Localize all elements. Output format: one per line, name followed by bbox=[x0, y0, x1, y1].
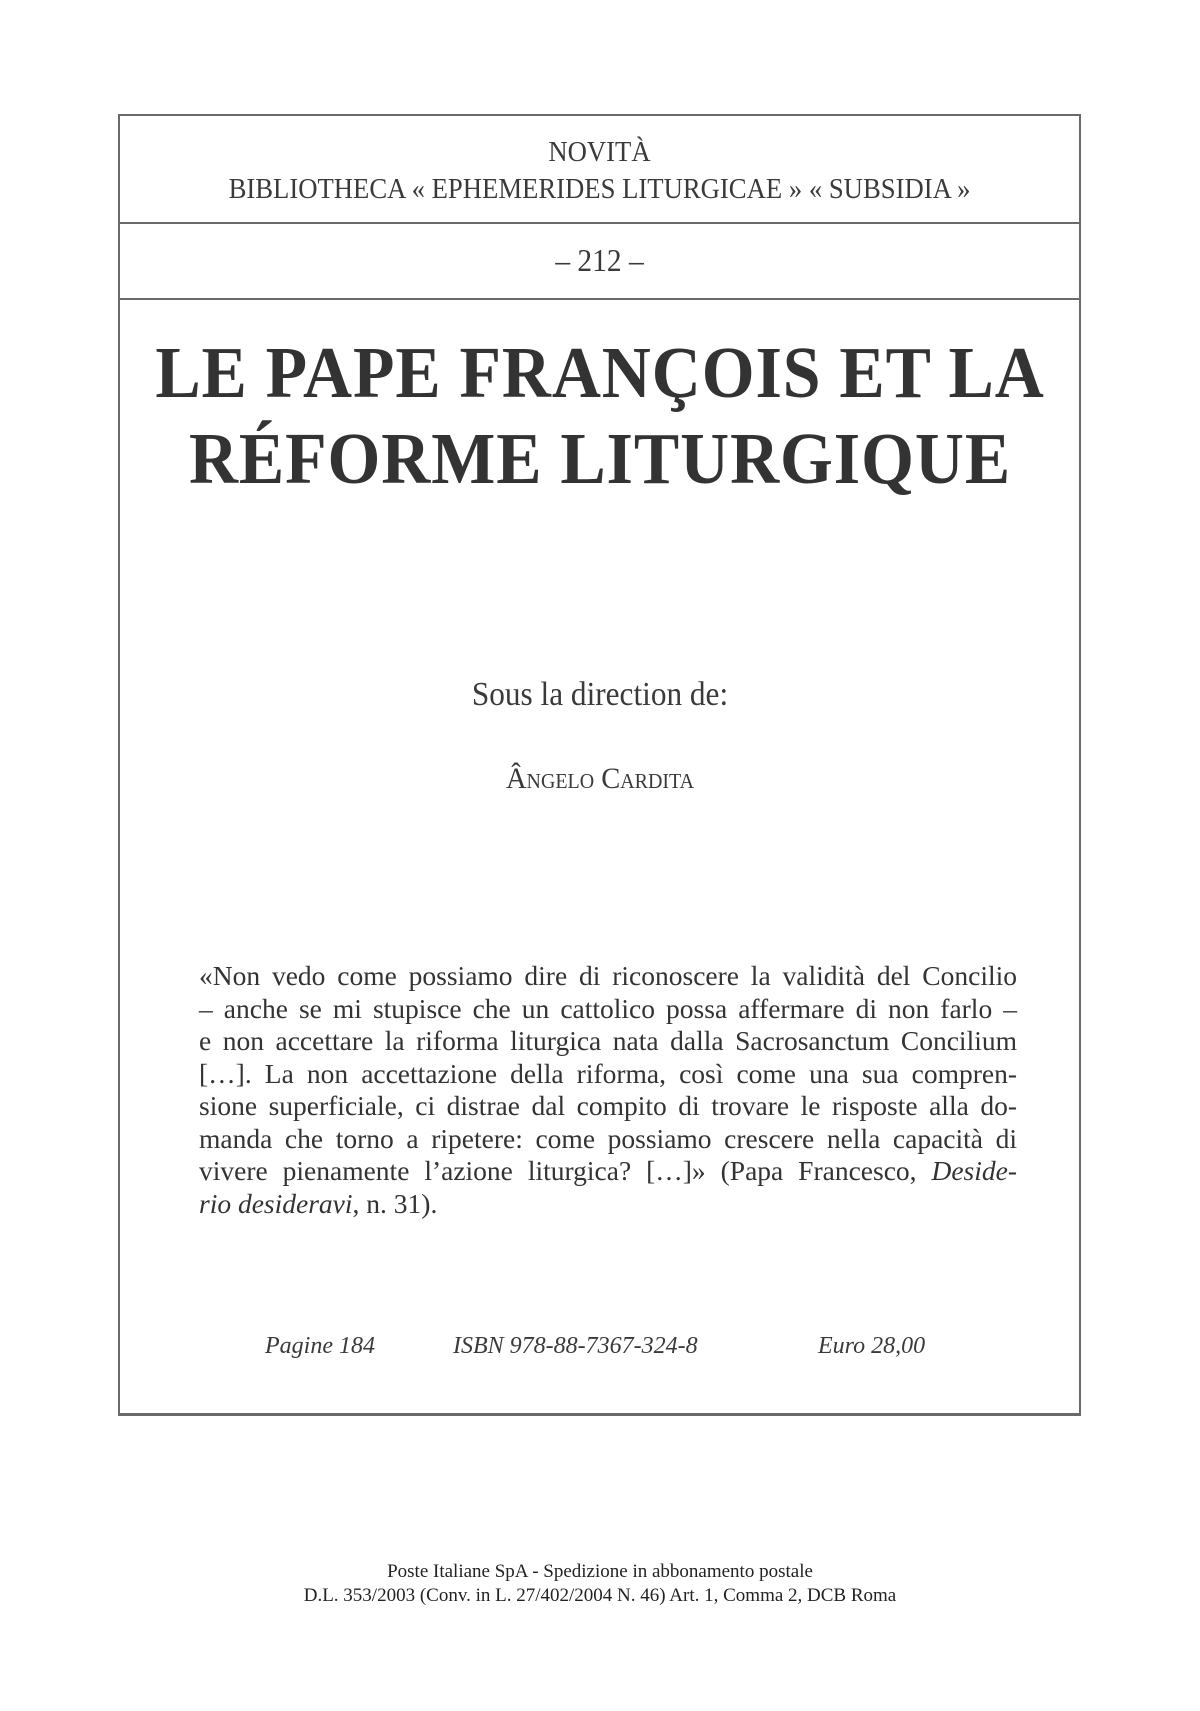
quote-paragraph bbox=[199, 960, 1017, 1220]
series-name: BIBLIOTHECA « EPHEMERIDES LITURGICAE » « SUBSIDIA » bbox=[228, 173, 971, 205]
quote-line-text: vivere pienamente l’azione liturgica? […]» (Papa Francesco, bbox=[199, 1155, 932, 1186]
series-header bbox=[120, 116, 1079, 224]
isbn: ISBN 978-88-7367-324-8 bbox=[453, 1333, 698, 1359]
quote-line: sione superficiale, ci distrae dal compito di trovare le risposte alla do- bbox=[199, 1090, 1017, 1121]
postal-notice-line2: D.L. 353/2003 (Conv. in L. 27/402/2004 N. 46) Art. 1, Comma 2, DCB Roma bbox=[303, 1585, 897, 1606]
quote-source-title: rio desideravi bbox=[199, 1187, 353, 1219]
book-title bbox=[42, 330, 1158, 502]
novita-label: NOVITÀ bbox=[548, 136, 651, 168]
price: Euro 28,00 bbox=[818, 1333, 926, 1359]
quote-line bbox=[199, 1155, 1017, 1188]
book-title-line2: RÉFORME LITURGIQUE bbox=[188, 418, 1012, 499]
book-title-line1: LE PAPE FRANÇOIS ET LA bbox=[155, 332, 1045, 413]
quote-line: […]. La non accettazione della riforma, così come una sua compren- bbox=[199, 1057, 1017, 1089]
page-count: Pagine 184 bbox=[265, 1333, 375, 1359]
volume-number: – 212 – bbox=[555, 242, 644, 278]
direction-label: Sous la direction de: bbox=[471, 676, 729, 713]
quote-line bbox=[199, 1188, 1017, 1221]
quote-source-italic: Deside- bbox=[931, 1155, 1017, 1186]
quote-line: – anche se mi stupisce che un cattolico possa affermare di non farlo – bbox=[199, 992, 1017, 1024]
quote-line: e non accettare la riforma liturgica nata dalla Sacrosanctum Concilium bbox=[199, 1025, 1017, 1056]
quote-line: «Non vedo come possiamo dire di riconoscere la validità del Concilio bbox=[199, 960, 1017, 991]
quote-line: manda che torno a ripetere: come possiamo crescere nella capacità di bbox=[199, 1122, 1017, 1154]
volume-number-cell bbox=[120, 224, 1079, 300]
editor-name: Ângelo Cardita bbox=[505, 762, 695, 795]
postal-notice-line1: Poste Italiane SpA - Spedizione in abbonamento postale bbox=[387, 1561, 813, 1582]
quote-source-ref: , n. 31). bbox=[352, 1187, 438, 1219]
